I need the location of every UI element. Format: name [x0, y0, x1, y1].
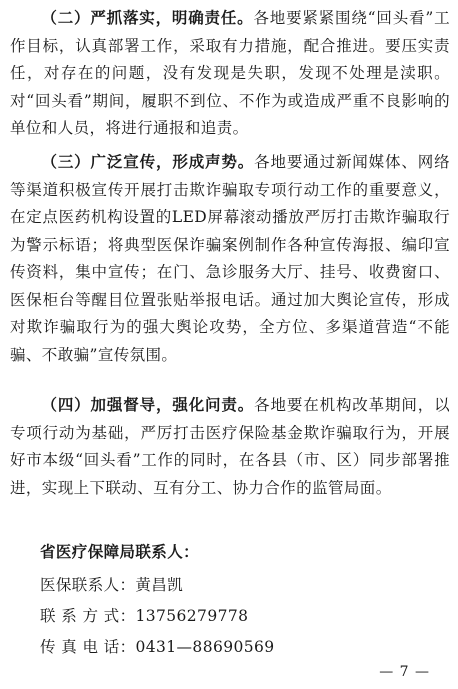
paragraph-heading: （二）严抓落实，明确责任。 [41, 8, 254, 27]
contact-value: 黄昌凯 [135, 576, 184, 594]
contact-label: 传 真 电 话： [40, 638, 136, 656]
contact-label: 联 系 方 式： [40, 607, 136, 625]
page-number: — 7 — [379, 664, 430, 680]
paragraph-heading: （三）广泛宣传，形成声势。 [41, 152, 255, 171]
paragraph-supervision [10, 391, 450, 502]
paragraph-body: 各地要紧紧围绕“回头看”工作目标，认真部署工作，采取有力措施，配合推进。要压实责任，对存在的问题，没有发现是失职，发现不处理是渎职。对“回头看”期间，履职不到位、不作为或造成严重不良影响的单位和人员，将进行通报和追责。 [10, 9, 450, 137]
contact-value: 0431—88690569 [135, 638, 275, 656]
contact-line-person [40, 573, 183, 595]
contact-label: 医保联系人： [40, 576, 136, 594]
contact-line-phone [40, 604, 248, 626]
paragraph-publicity [10, 148, 450, 369]
paragraph-responsibility [10, 4, 450, 143]
paragraph-body: 各地要在机构改革期间，以专项行动为基础，严厉打击医疗保险基金欺诈骗取行为，开展好市本级“回头看”工作的同时，在各县（市、区）同步部署推进，实现上下联动、互有分工、协力合作的监管局面。 [10, 396, 450, 497]
contact-value: 13756279778 [135, 607, 249, 625]
paragraph-heading: （四）加强督导，强化问责。 [41, 395, 255, 414]
paragraph-body: 各地要通过新闻媒体、网络等渠道积极宣传开展打击欺诈骗取专项行动工作的重要意义，在定点医药机构设置的LED屏幕滚动播放严厉打击欺诈骗取行为警示标语；将典型医保诈骗案例制作各种宣传海报、编印宣传资料，集中宣传；在门、急诊服务大厅、挂号、收费窗口、医保柜台等醒目位置张贴举报电话。通过加大舆论宣传，形成对欺诈骗取行为的强大舆论攻势，全方位、多渠道营造“不能骗、不敢骗”宣传氛围。 [10, 153, 450, 364]
contact-line-fax [40, 635, 275, 657]
contacts-title: 省医疗保障局联系人： [40, 542, 200, 561]
